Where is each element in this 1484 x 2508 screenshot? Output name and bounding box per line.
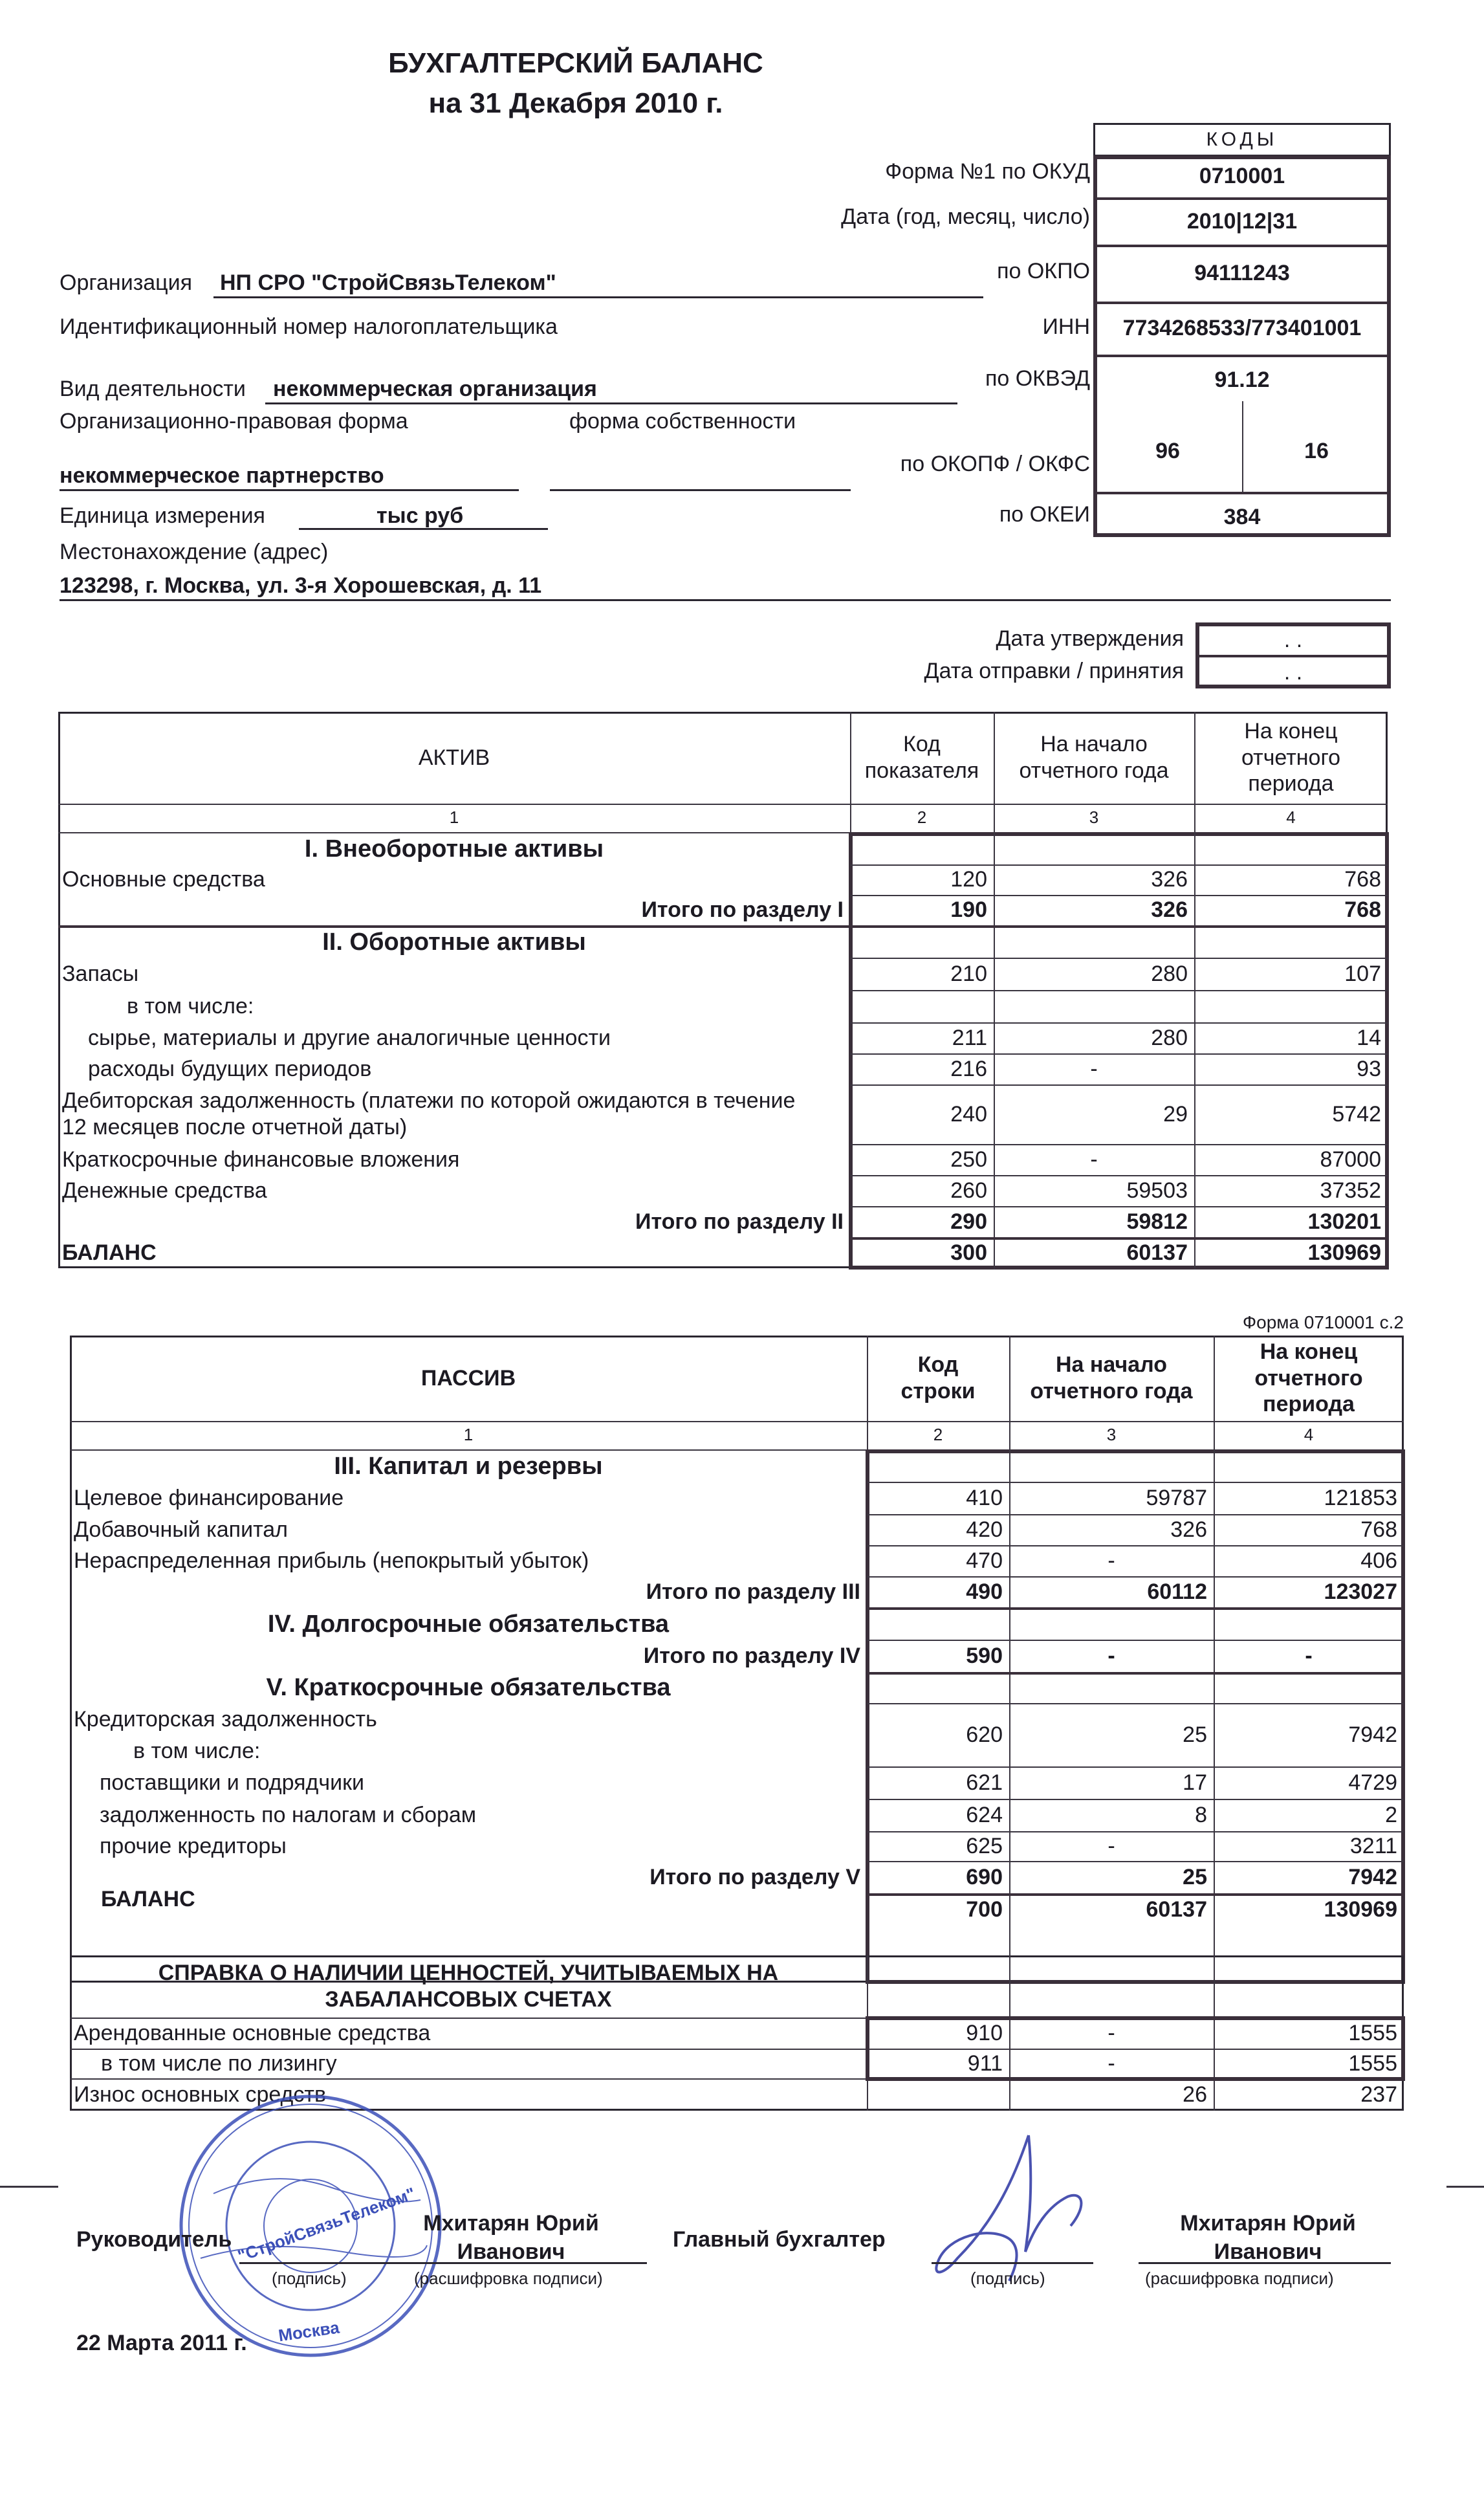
table-row-end: 1555 xyxy=(1348,2020,1397,2045)
table-row-code: 120 xyxy=(950,867,987,892)
table-row-start: 59812 xyxy=(1126,1209,1188,1234)
liab-colnum-4: 4 xyxy=(1304,1425,1314,1445)
offbalance-title: СПРАВКА О НАЛИЧИИ ЦЕННОСТЕЙ, УЧИТЫВАЕМЫХ НА ЗАБАЛАНСОВЫХ СЧЕТАХ xyxy=(158,1961,779,2012)
table-row-code: 250 xyxy=(950,1147,987,1172)
table-row-label: Итого по разделу V xyxy=(649,1864,860,1889)
table-row-code: 470 xyxy=(966,1548,1003,1573)
table-row-code: 590 xyxy=(966,1643,1003,1668)
table-row-code: 410 xyxy=(966,1485,1003,1510)
table-row-start: - xyxy=(1108,2051,1115,2076)
table-row-start: 25 xyxy=(1183,1722,1207,1747)
table-row-start: 60137 xyxy=(1126,1240,1188,1265)
liab-section-3: III. Капитал и резервы xyxy=(334,1453,603,1480)
table-row-label: поставщики и подрядчики xyxy=(100,1770,364,1795)
sign-date: 22 Марта 2011 г. xyxy=(76,2331,247,2355)
form-note: Форма 0710001 с.2 xyxy=(1242,1312,1404,1332)
okved-label: по ОКВЭД xyxy=(985,366,1090,391)
unit-label: Единица измерения xyxy=(60,503,265,528)
table-row-code: 210 xyxy=(950,961,987,986)
table-row-label: расходы будущих периодов xyxy=(88,1056,372,1081)
table-row-start: - xyxy=(1090,1056,1098,1081)
table-row-start: 25 xyxy=(1183,1864,1207,1889)
okopf-label: по ОКОПФ / ОКФС xyxy=(900,452,1090,476)
table-row-label: задолженность по налогам и сборам xyxy=(100,1802,477,1827)
table-row-start: - xyxy=(1108,1833,1115,1858)
table-row-end: - xyxy=(1305,1643,1313,1668)
table-row-end: 14 xyxy=(1357,1025,1381,1050)
table-row-code: 490 xyxy=(966,1579,1003,1604)
liab-colnum-2: 2 xyxy=(933,1425,943,1445)
table-row-code: 211 xyxy=(952,1025,987,1050)
director-sign-caption: (подпись) xyxy=(272,2269,347,2288)
table-row-start: - xyxy=(1108,1548,1115,1573)
okopf-code: 96 xyxy=(1155,439,1180,463)
table-row-code: 216 xyxy=(950,1056,987,1081)
assets-section-1: I. Внеоборотные активы xyxy=(304,835,604,863)
okfs-code: 16 xyxy=(1304,439,1329,463)
okei-label: по ОКЕИ xyxy=(999,502,1090,527)
unit-value: тыс руб xyxy=(376,503,464,528)
scan-edge-mark xyxy=(0,2186,58,2188)
approval-value: . . xyxy=(1283,628,1303,652)
table-row-label: БАЛАНС xyxy=(101,1886,195,1911)
director-name: Мхитарян Юрий Иванович xyxy=(423,2211,599,2265)
liab-col-end: На конец отчетного периода xyxy=(1254,1339,1363,1417)
table-row-end: 768 xyxy=(1360,1517,1397,1542)
table-row-start: - xyxy=(1108,1643,1115,1668)
table-row-code: 624 xyxy=(966,1802,1003,1827)
ownership-label: форма собственности xyxy=(569,409,796,434)
table-row-end: 5742 xyxy=(1332,1101,1381,1127)
table-row-start: 280 xyxy=(1151,1025,1188,1050)
table-row-label: Арендованные основные средства xyxy=(74,2020,431,2045)
taxid-label: Идентификационный номер налогоплательщика xyxy=(60,314,558,339)
table-row-code: 240 xyxy=(950,1101,987,1127)
okpo-label: по ОКПО xyxy=(997,259,1090,283)
table-row-code: 620 xyxy=(966,1722,1003,1747)
table-row-label: Итого по разделу III xyxy=(646,1579,860,1604)
table-row-label: Итого по разделу IV xyxy=(643,1643,860,1668)
table-row-label: Добавочный капитал xyxy=(74,1517,289,1542)
activity-value: некоммерческая организация xyxy=(273,377,597,401)
table-row-code: 260 xyxy=(950,1178,987,1203)
table-row-code: 625 xyxy=(966,1833,1003,1858)
stamp-city-text: Москва xyxy=(277,2317,341,2346)
table-row-label: Итого по разделу II xyxy=(635,1209,844,1234)
codes-title: КОДЫ xyxy=(1206,129,1278,150)
table-row-end: 130969 xyxy=(1324,1897,1397,1922)
legal-form-label: Организационно-правовая форма xyxy=(60,409,408,434)
table-row-label: Краткосрочные финансовые вложения xyxy=(62,1147,460,1172)
table-row-end: 237 xyxy=(1360,2082,1397,2107)
inn-code: 7734268533/773401001 xyxy=(1122,316,1362,340)
table-row-label: Основные средства xyxy=(62,867,265,892)
table-row-label: в том числе: xyxy=(133,1738,261,1763)
table-row-label: Нераспределенная прибыль (непокрытый убыток) xyxy=(74,1548,589,1573)
assets-section-2: II. Оборотные активы xyxy=(322,929,586,956)
table-row-code: 700 xyxy=(966,1897,1003,1922)
table-row-start: - xyxy=(1090,1147,1098,1172)
table-row-code: 190 xyxy=(950,897,987,923)
table-row-end: 7942 xyxy=(1348,1864,1397,1889)
table-row-label: БАЛАНС xyxy=(62,1240,157,1265)
table-row-label: сырье, материалы и другие аналогичные ценности xyxy=(88,1025,611,1050)
assets-col-code: Код показателя xyxy=(864,732,979,783)
table-row-code: 300 xyxy=(950,1240,987,1265)
doc-title: БУХГАЛТЕРСКИЙ БАЛАНС xyxy=(388,47,763,79)
table-row-label: Дебиторская задолженность (платежи по которой ожидаются в течение 12 месяцев после отчетной даты) xyxy=(62,1088,796,1139)
accountant-signature xyxy=(919,2129,1100,2291)
table-row-end: 130201 xyxy=(1307,1209,1381,1234)
table-row-label: Денежные средства xyxy=(62,1178,267,1203)
table-row-start: 8 xyxy=(1195,1802,1207,1827)
assets-colnum-1: 1 xyxy=(449,808,459,828)
okei-code: 384 xyxy=(1223,505,1261,529)
sent-label: Дата отправки / принятия xyxy=(924,659,1184,683)
okpo-code: 94111243 xyxy=(1194,261,1290,285)
assets-col-end: На конец отчетного периода xyxy=(1241,718,1341,797)
table-row-start: 326 xyxy=(1170,1517,1207,1542)
org-label: Организация xyxy=(60,270,193,295)
table-row-label: Износ основных средств xyxy=(74,2082,327,2107)
activity-label: Вид деятельности xyxy=(60,377,246,401)
table-row-label: Итого по разделу I xyxy=(641,897,844,923)
table-row-start: 326 xyxy=(1151,897,1188,923)
assets-col-title: АКТИВ xyxy=(418,745,490,770)
inn-label: ИНН xyxy=(1042,314,1090,339)
sent-value: . . xyxy=(1283,660,1303,685)
assets-colnum-3: 3 xyxy=(1089,808,1099,828)
okud-code: 0710001 xyxy=(1199,164,1285,188)
table-row-start: 326 xyxy=(1151,867,1188,892)
table-row-end: 93 xyxy=(1357,1056,1381,1081)
table-row-label: Кредиторская задолженность xyxy=(74,1706,377,1732)
table-row-end: 121853 xyxy=(1324,1485,1397,1510)
liab-section-4: IV. Долгосрочные обязательства xyxy=(267,1611,670,1638)
table-row-end: 3211 xyxy=(1349,1833,1397,1858)
accountant-name: Мхитарян Юрий Иванович xyxy=(1180,2211,1356,2265)
table-row-code xyxy=(867,2078,1009,2111)
table-row-end: 123027 xyxy=(1324,1579,1397,1604)
liab-section-5: V. Краткосрочные обязательства xyxy=(266,1674,671,1702)
table-row-start: 280 xyxy=(1151,961,1188,986)
table-row-start: 59503 xyxy=(1126,1178,1188,1203)
accountant-label: Главный бухгалтер xyxy=(673,2227,886,2252)
legal-form-value: некоммерческое партнерство xyxy=(60,463,384,488)
liab-col-start: На начало отчетного года xyxy=(1030,1352,1193,1403)
accountant-sign-caption: (подпись) xyxy=(970,2269,1045,2288)
table-row-end: 4729 xyxy=(1348,1770,1397,1795)
table-row-end: 87000 xyxy=(1320,1147,1381,1172)
table-row-end: 7942 xyxy=(1348,1722,1397,1747)
table-row-start: - xyxy=(1108,2020,1115,2045)
table-row-end: 37352 xyxy=(1320,1178,1381,1203)
table-row-end: 130969 xyxy=(1307,1240,1381,1265)
table-row-code: 910 xyxy=(966,2020,1003,2045)
table-row-label: в том числе: xyxy=(127,993,254,1018)
assets-colnum-4: 4 xyxy=(1286,808,1296,828)
table-row-code: 621 xyxy=(966,1770,1003,1795)
table-row-code: 690 xyxy=(966,1864,1003,1889)
approval-label: Дата утверждения xyxy=(996,626,1184,651)
liab-colnum-3: 3 xyxy=(1106,1425,1117,1445)
director-label: Руководитель xyxy=(76,2227,232,2252)
codes-header xyxy=(1093,123,1391,157)
table-row-start: 60112 xyxy=(1147,1579,1207,1604)
doc-date: на 31 Декабря 2010 г. xyxy=(428,87,723,119)
table-row-end: 2 xyxy=(1385,1802,1397,1827)
table-row-code: 290 xyxy=(950,1209,987,1234)
table-row-label: в том числе по лизингу xyxy=(101,2051,337,2076)
liab-col-title: ПАССИВ xyxy=(420,1365,516,1391)
table-row-start: 17 xyxy=(1183,1770,1207,1795)
table-row-end: 768 xyxy=(1344,897,1381,923)
stamp-center-text: "СтройСвязьТелеком" xyxy=(235,2183,418,2266)
liab-colnum-1: 1 xyxy=(463,1425,474,1445)
table-row-label: Целевое финансирование xyxy=(74,1485,344,1510)
okud-label: Форма №1 по ОКУД xyxy=(885,159,1090,184)
liab-col-code: Код строки xyxy=(900,1352,976,1403)
table-row-start: 29 xyxy=(1163,1101,1188,1127)
table-row-end: 406 xyxy=(1360,1548,1397,1573)
okved-code: 91.12 xyxy=(1214,368,1270,392)
table-row-label: Запасы xyxy=(62,961,139,986)
address-label: Местонахождение (адрес) xyxy=(60,540,329,564)
date-label: Дата (год, месяц, число) xyxy=(841,204,1090,229)
table-row-start: 59787 xyxy=(1146,1485,1207,1510)
scan-edge-mark xyxy=(1446,2186,1484,2188)
org-value: НП СРО "СтройСвязьТелеком" xyxy=(220,270,556,295)
table-row-code: 911 xyxy=(967,2051,1003,2076)
assets-col-start: На начало отчетного года xyxy=(1019,732,1169,783)
table-row-end: 768 xyxy=(1344,867,1381,892)
table-row-end: 1555 xyxy=(1348,2051,1397,2076)
table-row-code: 420 xyxy=(966,1517,1003,1542)
table-row-start: 60137 xyxy=(1146,1897,1207,1922)
date-code: 2010|12|31 xyxy=(1186,209,1298,234)
table-row-label: прочие кредиторы xyxy=(100,1833,287,1858)
accountant-decode-caption: (расшифровка подписи) xyxy=(1145,2269,1334,2288)
assets-colnum-2: 2 xyxy=(917,808,927,828)
director-decode-caption: (расшифровка подписи) xyxy=(414,2269,603,2288)
table-row-end: 107 xyxy=(1344,961,1381,986)
address-value: 123298, г. Москва, ул. 3-я Хорошевская, д. 11 xyxy=(60,573,542,598)
table-row-start: 26 xyxy=(1183,2082,1207,2107)
